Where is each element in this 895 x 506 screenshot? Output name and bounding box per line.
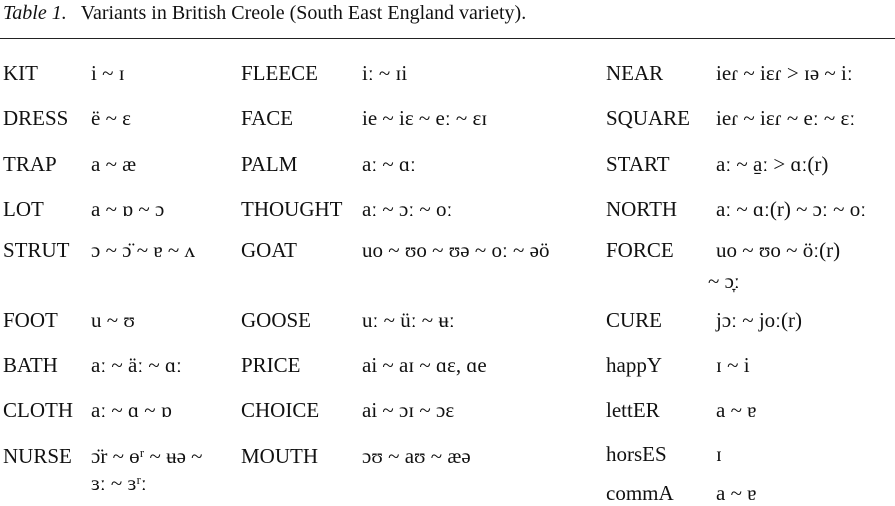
- lexical-set-choice: CHOICE: [241, 398, 320, 422]
- variant-mouth: ɔʊ ~ aʊ ~ æə: [362, 444, 471, 468]
- lexical-set-north: NORTH: [606, 197, 678, 221]
- variant-nurse-continued: ɜː ~ ɜʳː: [91, 471, 147, 495]
- variant-near: ieɾ ~ iɛɾ > ɪə ~ iː: [716, 61, 853, 85]
- variant-force-continued: ~ ɔ̞ː: [708, 269, 740, 293]
- variant-thought: aː ~ ɔː ~ oː: [362, 197, 453, 221]
- lexical-set-lot: LOT: [3, 197, 44, 221]
- lexical-set-foot: FOOT: [3, 308, 58, 332]
- variant-kit: i ~ ɪ: [91, 61, 125, 85]
- variant-square: ieɾ ~ iɛɾ ~ eː ~ ɛː: [716, 106, 856, 130]
- variant-trap: a ~ æ: [91, 152, 137, 176]
- variant-dress: ë ~ ɛ: [91, 106, 132, 130]
- lexical-set-bath: BATH: [3, 353, 58, 377]
- variant-start: aː ~ a̱ː > ɑː(r): [716, 152, 829, 176]
- variant-price: ai ~ aɪ ~ ɑɛ, ɑe: [362, 353, 487, 377]
- lexical-set-dress: DRESS: [3, 106, 69, 130]
- lexical-set-goat: GOAT: [241, 238, 297, 262]
- lexical-set-happy: happY: [606, 353, 662, 377]
- lexical-set-comma: commA: [606, 481, 674, 505]
- lexical-set-force: FORCE: [606, 238, 674, 262]
- lexical-set-kit: KIT: [3, 61, 38, 85]
- variant-foot: u ~ ʊ: [91, 308, 135, 332]
- variant-comma: a ~ ɐ: [716, 481, 757, 505]
- variant-palm: aː ~ ɑː: [362, 152, 416, 176]
- variant-choice: ai ~ ɔɪ ~ ɔɛ: [362, 398, 455, 422]
- lexical-set-square: SQUARE: [606, 106, 691, 130]
- lexical-set-fleece: FLEECE: [241, 61, 318, 85]
- variant-fleece: iː ~ ɪi: [362, 61, 408, 85]
- table-caption: [3, 0, 526, 26]
- variant-nurse: ɔ̈r ~ ɵʳ ~ ʉə ~: [91, 444, 203, 468]
- variant-lot: a ~ ɒ ~ ɔ: [91, 197, 165, 221]
- lexical-set-cloth: CLOTH: [3, 398, 73, 422]
- lexical-set-near: NEAR: [606, 61, 664, 85]
- lexical-set-mouth: MOUTH: [241, 444, 318, 468]
- lexical-set-goose: GOOSE: [241, 308, 312, 332]
- variant-face: ie ~ iɛ ~ eː ~ ɛɪ: [362, 106, 488, 130]
- top-rule: [0, 38, 895, 39]
- variant-goat: uo ~ ʊo ~ ʊə ~ oː ~ əö: [362, 238, 550, 262]
- variant-strut: ɔ ~ ɔ̈ ~ ɐ ~ ʌ: [91, 238, 196, 262]
- lexical-set-trap: TRAP: [3, 152, 57, 176]
- variant-goose: uː ~ üː ~ ʉː: [362, 308, 455, 332]
- lexical-set-cure: CURE: [606, 308, 663, 332]
- variant-happy: ɪ ~ i: [716, 353, 750, 377]
- lexical-set-horses: horsES: [606, 442, 667, 466]
- lexical-set-face: FACE: [241, 106, 294, 130]
- variant-bath: aː ~ äː ~ ɑː: [91, 353, 182, 377]
- table-label: Table 1.: [3, 2, 67, 24]
- lexical-set-palm: PALM: [241, 152, 298, 176]
- lexical-set-thought: THOUGHT: [241, 197, 343, 221]
- variant-north: aː ~ ɑː(r) ~ ɔː ~ oː: [716, 197, 867, 221]
- variant-horses: ɪ: [716, 442, 722, 466]
- table-title: Variants in British Creole (South East England variety).: [80, 2, 527, 24]
- variant-force: uo ~ ʊo ~ öː(r): [716, 238, 841, 262]
- lexical-set-price: PRICE: [241, 353, 301, 377]
- lexical-set-start: START: [606, 152, 670, 176]
- variant-cloth: aː ~ ɑ ~ ɒ: [91, 398, 172, 422]
- lexical-set-letter: lettER: [606, 398, 660, 422]
- lexical-set-nurse: NURSE: [3, 444, 72, 468]
- variant-letter: a ~ ɐ: [716, 398, 757, 422]
- variant-cure: jɔː ~ joː(r): [716, 308, 802, 332]
- lexical-set-strut: STRUT: [3, 238, 70, 262]
